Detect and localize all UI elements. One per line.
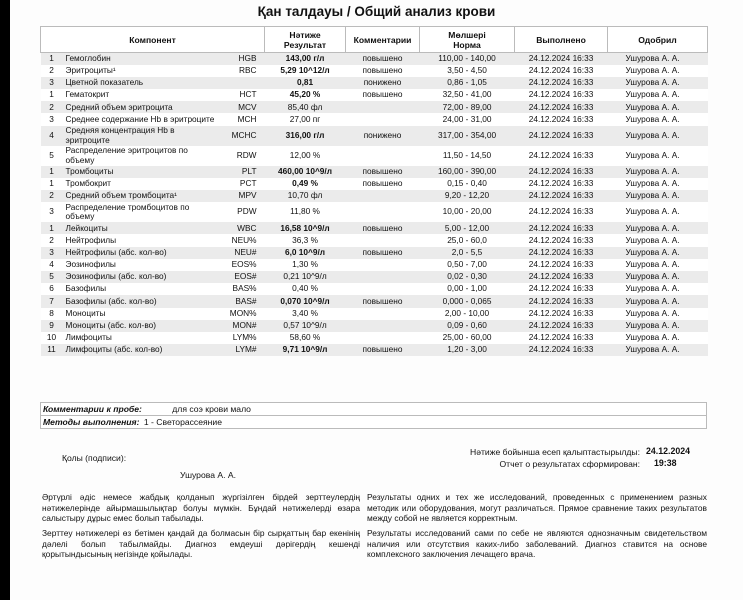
row-norm: 110,00 - 140,00 [420,53,515,65]
sample-comment-row [40,402,707,416]
footer-ru-1: Результаты одних и тех же исследований, проведенных с применением разных методик или оборудования, могут различаться. Прямое сравнение таких результатов между собой не является корректным. [367,492,707,524]
table-row [41,332,708,344]
row-comment: повышено [346,178,420,190]
row-number: 3 [41,77,63,89]
header-result: Нәтиже Результат [265,27,346,53]
row-comment: понижено [346,77,420,89]
table-row [41,77,708,89]
signature-name: Ушурова А. А. [180,470,236,480]
row-done: 24.12.2024 16:33 [515,190,608,202]
row-done: 24.12.2024 16:33 [515,283,608,295]
row-approved-by: Ушурова А. А. [608,89,708,101]
report-date: 24.12.2024 [646,446,691,456]
row-number: 4 [41,126,63,146]
footer-kz-2: Зерттеу нәтижелері өз бетімен қандай да болмасын бір сырқаттың бар екенінің дәлелі болып табылмайды. Диагноз емдеуші дәрігердің кешенді қорытындысының негізінде қойылады. [42,528,360,560]
row-done: 24.12.2024 16:33 [515,332,608,344]
row-code: LYM% [221,332,265,344]
header-approved: Одобрил [608,27,708,53]
row-code: NEU% [221,234,265,246]
table-row [41,247,708,259]
row-done: 24.12.2024 16:33 [515,53,608,65]
row-number: 3 [41,202,63,222]
row-norm: 0,86 - 1,05 [420,77,515,89]
row-done: 24.12.2024 16:33 [515,259,608,271]
row-component-name: Эритроциты¹ [63,65,221,77]
row-approved-by: Ушурова А. А. [608,344,708,356]
row-norm: 0,50 - 7,00 [420,259,515,271]
row-comment: повышено [346,295,420,307]
table-row [41,259,708,271]
table-row [41,271,708,283]
header-done: Выполнено [515,27,608,53]
row-code: LYM# [221,344,265,356]
row-result: 16,58 10^9/л [265,222,346,234]
row-approved-by: Ушурова А. А. [608,178,708,190]
row-result: 0,40 % [265,283,346,295]
row-number: 11 [41,344,63,356]
row-approved-by: Ушурова А. А. [608,308,708,320]
header-norm: Мөлшері Норма [420,27,515,53]
row-component-name: Цветной показатель [63,77,221,89]
row-component-name: Средний объем тромбоцита¹ [63,190,221,202]
row-done: 24.12.2024 16:33 [515,271,608,283]
table-row [41,166,708,178]
row-approved-by: Ушурова А. А. [608,332,708,344]
row-approved-by: Ушурова А. А. [608,247,708,259]
results-body [41,53,708,357]
row-component-name: Средняя концентрация Hb в эритроците [63,126,221,146]
row-component-name: Тромбоциты [63,166,221,178]
row-component-name: Средний объем эритроцита [63,101,221,113]
header-comments: Комментарии [346,27,420,53]
row-code: PCT [221,178,265,190]
row-approved-by: Ушурова А. А. [608,295,708,307]
row-number: 6 [41,283,63,295]
header-component: Компонент [41,27,265,53]
row-code: PDW [221,202,265,222]
row-comment: повышено [346,344,420,356]
row-done: 24.12.2024 16:33 [515,247,608,259]
row-norm: 0,000 - 0,065 [420,295,515,307]
row-norm: 0,00 - 1,00 [420,283,515,295]
row-done: 24.12.2024 16:33 [515,101,608,113]
row-number: 2 [41,234,63,246]
row-done: 24.12.2024 16:33 [515,146,608,166]
row-norm: 5,00 - 12,00 [420,222,515,234]
table-header-row [41,27,708,53]
method-row [40,415,707,429]
row-done: 24.12.2024 16:33 [515,113,608,125]
method-value: 1 - Светорассеяние [143,417,222,427]
row-code: MCV [221,101,265,113]
row-norm: 2,0 - 5,5 [420,247,515,259]
row-result: 3,40 % [265,308,346,320]
table-row [41,320,708,332]
row-result: 45,20 % [265,89,346,101]
row-result: 0,57 10^9/л [265,320,346,332]
row-comment [346,234,420,246]
row-done: 24.12.2024 16:33 [515,344,608,356]
row-norm: 0,02 - 0,30 [420,271,515,283]
row-approved-by: Ушурова А. А. [608,77,708,89]
row-code: MCHC [221,126,265,146]
row-result: 0,81 [265,77,346,89]
row-done: 24.12.2024 16:33 [515,166,608,178]
row-code: MCH [221,113,265,125]
row-code: NEU# [221,247,265,259]
row-result: 0,070 10^9/л [265,295,346,307]
row-component-name: Лимфоциты [63,332,221,344]
row-approved-by: Ушурова А. А. [608,190,708,202]
row-comment [346,308,420,320]
row-approved-by: Ушурова А. А. [608,283,708,295]
row-approved-by: Ушурова А. А. [608,222,708,234]
row-approved-by: Ушурова А. А. [608,271,708,283]
row-component-name: Тромбокрит [63,178,221,190]
row-norm: 2,00 - 10,00 [420,308,515,320]
row-code: HCT [221,89,265,101]
row-number: 1 [41,166,63,178]
row-code: BAS% [221,283,265,295]
row-component-name: Лимфоциты (абс. кол-во) [63,344,221,356]
row-code: BAS# [221,295,265,307]
row-norm: 317,00 - 354,00 [420,126,515,146]
method-label: Методы выполнения: [43,417,140,427]
results-table [40,26,708,356]
row-number: 7 [41,295,63,307]
row-number: 2 [41,101,63,113]
row-comment [346,113,420,125]
row-result: 5,29 10^12/л [265,65,346,77]
table-row [41,295,708,307]
row-number: 9 [41,320,63,332]
row-approved-by: Ушурова А. А. [608,320,708,332]
row-component-name: Базофилы [63,283,221,295]
table-row [41,234,708,246]
row-number: 1 [41,178,63,190]
row-comment: повышено [346,222,420,234]
row-norm: 9,20 - 12,20 [420,190,515,202]
sample-comment-value: для соэ крови мало [172,404,251,414]
row-number: 3 [41,113,63,125]
row-number: 4 [41,259,63,271]
row-code: MON% [221,308,265,320]
table-row [41,222,708,234]
row-result: 460,00 10^9/л [265,166,346,178]
row-component-name: Моноциты (абс. кол-во) [63,320,221,332]
row-result: 12,00 % [265,146,346,166]
row-code: RBC [221,65,265,77]
report-title: Қан талдауы / Общий анализ крови [257,4,496,19]
row-norm: 25,0 - 60,0 [420,234,515,246]
row-result: 1,30 % [265,259,346,271]
row-approved-by: Ушурова А. А. [608,101,708,113]
row-norm: 10,00 - 20,00 [420,202,515,222]
row-norm: 32,50 - 41,00 [420,89,515,101]
signature-label: Қолы (подписи): [62,453,127,463]
row-result: 0,21 10^9/л [265,271,346,283]
row-code: MPV [221,190,265,202]
row-component-name: Нейтрофилы [63,234,221,246]
row-approved-by: Ушурова А. А. [608,53,708,65]
row-component-name: Нейтрофилы (абс. кол-во) [63,247,221,259]
row-done: 24.12.2024 16:33 [515,178,608,190]
row-component-name: Базофилы (абс. кол-во) [63,295,221,307]
row-comment [346,320,420,332]
row-component-name: Лейкоциты [63,222,221,234]
row-component-name: Эозинофилы [63,259,221,271]
row-number: 1 [41,222,63,234]
row-done: 24.12.2024 16:33 [515,234,608,246]
table-row [41,344,708,356]
row-result: 11,80 % [265,202,346,222]
row-number: 2 [41,65,63,77]
row-comment: повышено [346,166,420,178]
row-comment: повышено [346,53,420,65]
row-norm: 72,00 - 89,00 [420,101,515,113]
row-done: 24.12.2024 16:33 [515,295,608,307]
row-approved-by: Ушурова А. А. [608,65,708,77]
row-code: MON# [221,320,265,332]
row-component-name: Гематокрит [63,89,221,101]
row-norm: 1,20 - 3,00 [420,344,515,356]
report-time: 19:38 [654,458,677,468]
row-comment [346,332,420,344]
row-comment: повышено [346,247,420,259]
lab-report-page [10,0,743,600]
row-result: 316,00 г/л [265,126,346,146]
row-comment [346,202,420,222]
row-done: 24.12.2024 16:33 [515,89,608,101]
row-code: RDW [221,146,265,166]
row-done: 24.12.2024 16:33 [515,65,608,77]
row-component-name: Моноциты [63,308,221,320]
row-approved-by: Ушурова А. А. [608,202,708,222]
footer-ru-2: Результаты исследований сами по себе не являются однозначным свидетельством наличия или отсутствия каких-либо заболеваний. Диагноз ставится на основе комплексного заключения лечащего врача. [367,528,707,560]
footer-kz-1: Әртүрлі әдіс немесе жабдық қолданып жүргізілген бірдей зерттеулердің нәтижелерінде айырмашылықтар болуы мүмкін. Бұндай нәтижелерді өзара салыстыру дұрыс емес болып табылады. [42,492,360,524]
row-code: EOS% [221,259,265,271]
row-component-name: Эозинофилы (абс. кол-во) [63,271,221,283]
row-result: 0,49 % [265,178,346,190]
row-done: 24.12.2024 16:33 [515,222,608,234]
sample-comment-label: Комментарии к пробе: [43,404,142,414]
row-done: 24.12.2024 16:33 [515,320,608,332]
row-component-name: Гемоглобин [63,53,221,65]
report-generated-kz: Нәтиже бойынша есеп қалыптастырылды: [470,447,640,457]
report-generated-ru: Отчет о результатах сформирован: [499,459,640,469]
row-comment [346,259,420,271]
row-norm: 11,50 - 14,50 [420,146,515,166]
row-code: EOS# [221,271,265,283]
row-comment [346,101,420,113]
row-done: 24.12.2024 16:33 [515,126,608,146]
row-approved-by: Ушурова А. А. [608,146,708,166]
table-row [41,89,708,101]
row-result: 85,40 фл [265,101,346,113]
table-row [41,308,708,320]
row-result: 36,3 % [265,234,346,246]
row-comment [346,271,420,283]
row-approved-by: Ушурова А. А. [608,126,708,146]
row-number: 2 [41,190,63,202]
row-component-name: Среднее содержание Hb в эритроците [63,113,221,125]
row-result: 143,00 г/л [265,53,346,65]
row-number: 1 [41,89,63,101]
table-row [41,65,708,77]
table-row [41,113,708,125]
row-code: PLT [221,166,265,178]
row-component-name: Распределение тромбоцитов по объему [63,202,221,222]
row-done: 24.12.2024 16:33 [515,202,608,222]
table-row [41,190,708,202]
row-comment: повышено [346,89,420,101]
row-number: 1 [41,53,63,65]
table-row [41,283,708,295]
row-code [221,77,265,89]
row-comment [346,283,420,295]
row-norm: 160,00 - 390,00 [420,166,515,178]
row-result: 10,70 фл [265,190,346,202]
row-norm: 24,00 - 31,00 [420,113,515,125]
row-approved-by: Ушурова А. А. [608,113,708,125]
row-result: 58,60 % [265,332,346,344]
row-approved-by: Ушурова А. А. [608,166,708,178]
row-number: 8 [41,308,63,320]
row-code: HGB [221,53,265,65]
table-row [41,126,708,146]
row-norm: 0,09 - 0,60 [420,320,515,332]
table-row [41,202,708,222]
table-row [41,101,708,113]
row-number: 5 [41,271,63,283]
row-comment: понижено [346,126,420,146]
table-row [41,53,708,65]
row-approved-by: Ушурова А. А. [608,259,708,271]
row-norm: 3,50 - 4,50 [420,65,515,77]
row-result: 6,0 10^9/л [265,247,346,259]
row-norm: 25,00 - 60,00 [420,332,515,344]
row-comment [346,190,420,202]
row-component-name: Распределение эритроцитов по объему [63,146,221,166]
row-number: 5 [41,146,63,166]
row-norm: 0,15 - 0,40 [420,178,515,190]
row-done: 24.12.2024 16:33 [515,308,608,320]
row-number: 3 [41,247,63,259]
row-comment: повышено [346,65,420,77]
row-code: WBC [221,222,265,234]
table-row [41,178,708,190]
row-comment [346,146,420,166]
row-result: 27,00 пг [265,113,346,125]
row-done: 24.12.2024 16:33 [515,77,608,89]
table-row [41,146,708,166]
row-number: 10 [41,332,63,344]
row-approved-by: Ушурова А. А. [608,234,708,246]
row-result: 9,71 10^9/л [265,344,346,356]
